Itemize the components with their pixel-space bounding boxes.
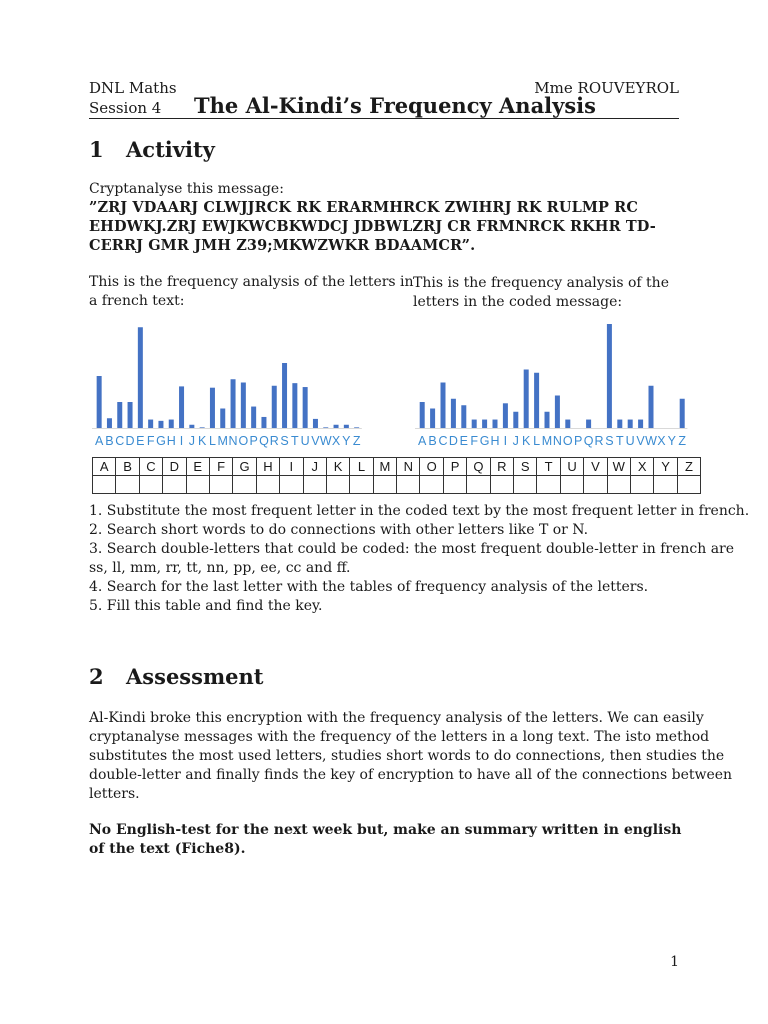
tick-label-S: S — [280, 434, 289, 448]
bar-B — [430, 409, 435, 429]
key-letter-N: N — [397, 458, 420, 476]
section1-intro: Cryptanalyse this message: — [89, 181, 284, 197]
key-letter-B: B — [116, 458, 139, 476]
bar-B — [107, 418, 112, 428]
bar-G — [482, 420, 487, 428]
tick-label-F: F — [470, 434, 479, 448]
key-letter-A: A — [93, 458, 116, 476]
key-letter-M: M — [373, 458, 396, 476]
bar-H — [169, 420, 174, 428]
coded-message-line: EHDWKJ.ZRJ EWJKWCBKWDCJ JDBWLZRJ CR FRMNRCK RKHR TD- — [89, 218, 656, 235]
key-answer-cell-O[interactable] — [420, 476, 443, 494]
key-answer-cell-Z[interactable] — [677, 476, 700, 494]
step-item: ss, ll, mm, rr, tt, nn, pp, ee, cc and ff. — [89, 560, 351, 576]
key-letter-I: I — [280, 458, 303, 476]
key-letter-W: W — [607, 458, 630, 476]
tick-label-I: I — [179, 434, 184, 448]
key-answer-cell-R[interactable] — [490, 476, 513, 494]
bar-F — [472, 420, 477, 428]
left-caption-line: a french text: — [89, 293, 185, 309]
tick-label-B: B — [428, 434, 437, 448]
bar-N — [231, 379, 236, 428]
key-letter-H: H — [256, 458, 279, 476]
left-caption — [89, 273, 414, 311]
coded-message-line: ”ZRJ VDAARJ CLWJJRCK RK ERARMHRCK ZWIHRJ RK RULMP RC — [89, 199, 638, 216]
key-letter-Q: Q — [467, 458, 490, 476]
bar-E — [461, 405, 466, 428]
key-table-letter-row — [93, 458, 701, 476]
bar-D — [128, 402, 133, 428]
bar-G — [158, 421, 163, 428]
key-letter-D: D — [163, 458, 186, 476]
key-answer-cell-J[interactable] — [303, 476, 326, 494]
key-answer-cell-U[interactable] — [560, 476, 583, 494]
key-answer-cell-K[interactable] — [326, 476, 349, 494]
tick-label-I: I — [503, 434, 508, 448]
bar-W — [649, 386, 654, 428]
tick-label-J: J — [188, 434, 195, 448]
bar-U — [628, 420, 633, 428]
header-rule — [89, 118, 679, 119]
key-letter-K: K — [326, 458, 349, 476]
key-answer-cell-Q[interactable] — [467, 476, 490, 494]
bar-K — [524, 370, 529, 429]
tick-label-T: T — [615, 434, 624, 448]
steps-list — [89, 502, 749, 616]
key-letter-O: O — [420, 458, 443, 476]
key-answer-cell-L[interactable] — [350, 476, 373, 494]
coded-message-line: CERRJ GMR JMH Z39;MKWZWKR BDAAMCR”. — [89, 237, 476, 254]
key-letter-E: E — [186, 458, 209, 476]
course-label: DNL Maths — [89, 79, 177, 97]
tick-label-Z: Z — [678, 434, 687, 448]
tick-label-Q: Q — [583, 434, 594, 448]
page-number: 1 — [670, 954, 679, 970]
tick-label-L: L — [208, 434, 216, 448]
bar-D — [451, 399, 456, 428]
tick-label-Q: Q — [259, 434, 269, 448]
tick-label-C: C — [115, 434, 125, 448]
bar-C — [441, 383, 446, 429]
tick-label-F: F — [146, 434, 155, 448]
homework-note — [89, 821, 681, 859]
tick-label-D: D — [448, 434, 458, 448]
step-item: 2. Search short words to do connections with other letters like T or N. — [89, 522, 589, 538]
key-letter-G: G — [233, 458, 256, 476]
key-letter-X: X — [630, 458, 653, 476]
tick-label-U: U — [625, 434, 635, 448]
right-caption — [413, 274, 669, 312]
key-letter-L: L — [350, 458, 373, 476]
tick-label-P: P — [249, 434, 258, 448]
paragraph-line: cryptanalyse messages with the frequency of the letters in a long text. The isto method — [89, 729, 710, 745]
bar-A — [420, 402, 425, 428]
bar-S — [282, 363, 287, 428]
bar-Q — [261, 417, 266, 428]
bar-L — [210, 388, 215, 428]
right-caption-line: letters in the coded message: — [413, 294, 623, 310]
step-item: 5. Fill this table and find the key. — [89, 598, 323, 614]
key-letter-F: F — [209, 458, 232, 476]
bar-L — [534, 373, 539, 428]
tick-label-T: T — [291, 434, 299, 448]
key-table — [92, 457, 701, 494]
tick-label-N: N — [228, 434, 238, 448]
section2-number: 2 — [89, 664, 104, 689]
tick-label-V: V — [636, 434, 645, 448]
tick-label-Z: Z — [352, 434, 361, 448]
tick-label-K: K — [522, 434, 531, 448]
assessment-paragraph — [89, 709, 732, 804]
bar-Y — [344, 425, 349, 428]
tick-label-X: X — [657, 434, 666, 448]
tick-label-G: G — [479, 434, 490, 448]
key-answer-cell-S[interactable] — [514, 476, 537, 494]
tick-label-H: H — [166, 434, 176, 448]
tick-label-O: O — [238, 434, 249, 448]
key-answer-cell-A[interactable] — [93, 476, 116, 494]
key-answer-cell-G[interactable] — [233, 476, 256, 494]
bar-M — [220, 409, 225, 429]
step-item: 3. Search double-letters that could be coded: the most frequent double-letter in french are — [89, 541, 735, 557]
key-answer-cell-E[interactable] — [186, 476, 209, 494]
page-title: The Al-Kindi’s Frequency Analysis — [194, 93, 596, 118]
key-table-answer-row — [93, 476, 701, 494]
key-letter-Y: Y — [654, 458, 677, 476]
teacher-label: Mme ROUVEYROL — [534, 79, 679, 97]
bar-E — [138, 327, 143, 428]
key-answer-cell-D[interactable] — [163, 476, 186, 494]
section2-title: Assessment — [126, 664, 264, 689]
section1-title: Activity — [126, 137, 215, 162]
step-item: 1. Substitute the most frequent letter in the coded text by the most frequent letter in french. — [89, 503, 750, 519]
bar-Z — [680, 399, 685, 428]
tick-label-J: J — [512, 434, 519, 448]
bar-W — [323, 427, 328, 428]
key-answer-cell-B[interactable] — [116, 476, 139, 494]
section1-number: 1 — [89, 137, 104, 162]
coded-frequency-chart — [415, 320, 700, 452]
session-label: Session 4 — [89, 99, 162, 117]
bar-X — [334, 425, 339, 428]
key-answer-cell-V[interactable] — [584, 476, 607, 494]
tick-label-W: W — [319, 434, 332, 448]
bar-M — [545, 412, 550, 428]
bar-J — [513, 412, 518, 428]
tick-label-B: B — [105, 434, 114, 448]
tick-label-K: K — [197, 434, 207, 448]
key-letter-V: V — [584, 458, 607, 476]
bar-F — [148, 420, 153, 428]
key-answer-cell-N[interactable] — [397, 476, 420, 494]
key-letter-S: S — [514, 458, 537, 476]
key-answer-cell-Y[interactable] — [654, 476, 677, 494]
key-answer-cell-W[interactable] — [607, 476, 630, 494]
bar-T — [292, 383, 297, 428]
key-answer-cell-I[interactable] — [280, 476, 303, 494]
bar-V — [638, 420, 643, 428]
bar-R — [272, 386, 277, 428]
tick-label-R: R — [594, 434, 604, 448]
tick-label-M: M — [217, 434, 228, 448]
tick-label-E: E — [136, 434, 145, 448]
tick-label-E: E — [459, 434, 468, 448]
bar-O — [241, 383, 246, 429]
right-caption-line: This is the frequency analysis of the — [413, 275, 669, 291]
french-frequency-chart — [92, 320, 372, 452]
tick-label-D: D — [125, 434, 135, 448]
paragraph-line: Al-Kindi broke this encryption with the frequency analysis of the letters. We can easily — [89, 710, 704, 726]
bar-S — [607, 324, 612, 428]
bar-T — [617, 420, 622, 428]
tick-label-V: V — [311, 434, 320, 448]
tick-label-M: M — [541, 434, 553, 448]
tick-label-H: H — [490, 434, 500, 448]
bar-Z — [354, 427, 359, 428]
tick-label-O: O — [562, 434, 573, 448]
tick-label-P: P — [574, 434, 583, 448]
key-letter-T: T — [537, 458, 560, 476]
note-line: of the text (Fiche8). — [89, 841, 246, 857]
coded-message — [89, 198, 656, 255]
bar-I — [503, 403, 508, 428]
key-letter-P: P — [443, 458, 466, 476]
tick-label-Y: Y — [667, 434, 676, 448]
paragraph-line: substitutes the most used letters, studies short words to do connections, then studies the — [89, 748, 725, 764]
tick-label-R: R — [269, 434, 279, 448]
tick-label-S: S — [605, 434, 614, 448]
tick-label-A: A — [418, 434, 427, 448]
paragraph-line: letters. — [89, 786, 140, 802]
bar-P — [251, 407, 256, 428]
bar-K — [200, 427, 205, 428]
key-letter-Z: Z — [677, 458, 700, 476]
left-caption-line: This is the frequency analysis of the letters in — [89, 274, 414, 290]
key-answer-cell-P[interactable] — [443, 476, 466, 494]
paragraph-line: double-letter and finally finds the key of encryption to have all of the connections between — [89, 767, 733, 783]
tick-label-Y: Y — [342, 434, 351, 448]
key-letter-U: U — [560, 458, 583, 476]
bar-J — [189, 425, 194, 428]
tick-label-A: A — [94, 434, 104, 448]
tick-label-N: N — [552, 434, 562, 448]
key-letter-R: R — [490, 458, 513, 476]
tick-label-L: L — [533, 434, 541, 448]
bar-A — [97, 376, 102, 428]
step-item: 4. Search for the last letter with the tables of frequency analysis of the letters. — [89, 579, 649, 595]
key-answer-cell-C[interactable] — [139, 476, 162, 494]
key-answer-cell-F[interactable] — [209, 476, 232, 494]
tick-label-U: U — [300, 434, 310, 448]
bar-N — [555, 396, 560, 429]
tick-label-G: G — [156, 434, 166, 448]
tick-label-W: W — [645, 434, 657, 448]
bar-C — [117, 402, 122, 428]
tick-label-X: X — [331, 434, 341, 448]
bar-O — [565, 420, 570, 428]
key-answer-cell-H[interactable] — [256, 476, 279, 494]
bar-H — [493, 420, 498, 428]
key-letter-J: J — [303, 458, 326, 476]
bar-U — [303, 387, 308, 428]
bar-I — [179, 386, 184, 428]
key-answer-cell-T[interactable] — [537, 476, 560, 494]
key-letter-C: C — [139, 458, 162, 476]
note-line: No English-test for the next week but, make an summary written in english — [89, 822, 682, 838]
tick-label-C: C — [438, 434, 448, 448]
key-answer-cell-X[interactable] — [630, 476, 653, 494]
bar-Q — [586, 420, 591, 428]
bar-V — [313, 419, 318, 428]
key-answer-cell-M[interactable] — [373, 476, 396, 494]
